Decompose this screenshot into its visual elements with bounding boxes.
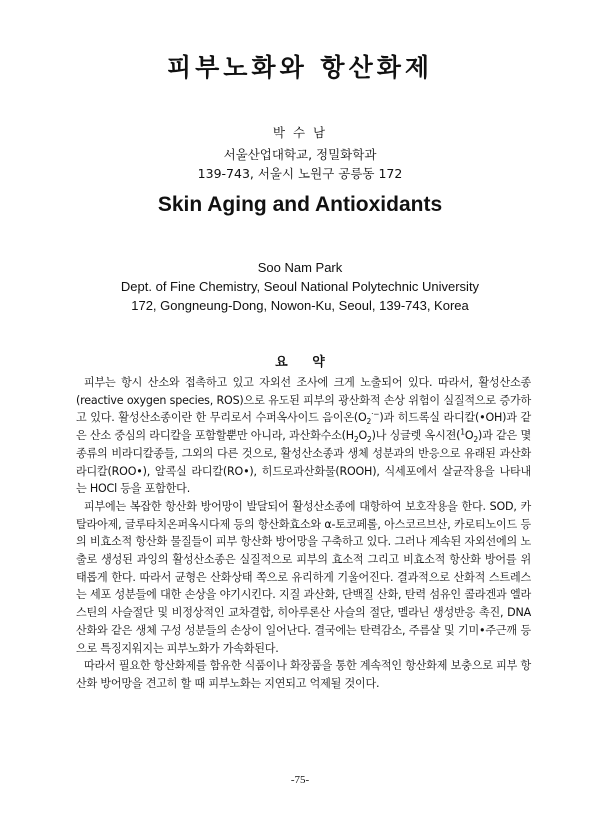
abstract-p1-sub3: 2	[367, 435, 372, 445]
abstract-p1-text-a: 피부는 항시 산소와 접촉하고 있고 자외선 조사에 크게 노출되어 있다. 따라서, 활성산소종(reactive oxygen species, ROS)으로 유도된 피부의 광산화적 손상 위험이 실질적으로 증가하고 있다. 활성산소종이란 한 무리로서 수퍼옥사이드 음이온(O	[76, 376, 531, 425]
korean-affiliation-1: 서울산업대학교, 정밀화학과	[223, 147, 377, 162]
abstract-heading: 요 약	[275, 355, 325, 370]
korean-affiliation-2: 139-743, 서울시 노원구 공릉동 172	[197, 166, 403, 181]
abstract-p1-sub2: 2	[353, 435, 359, 445]
english-affiliation-2: 172, Gongneung-Dong, Nowon-Ku, Seoul, 139-743, Korea	[131, 298, 469, 313]
english-author: Soo Nam Park	[257, 260, 343, 275]
abstract-p1-text-b: )과 히드록실 라디칼(•OH)과 같은 산소 중심의 라디칼을 포함할뿐만 아니라, 과산화수소(H	[76, 411, 531, 443]
abstract-p1-text-d: )나 싱글렛 옥시젼(	[371, 429, 461, 443]
abstract-p1-text-c: O	[358, 429, 368, 443]
abstract-p1-text-f: )과 같은 몇 종류의 비라디칼종들, 그외의 다른 것으로, 활성산소종과 생체 성분과의 반응으로 유래된 과산화 라디칼(ROO•), 알콕실 라디칼(RO•), 히드로과산화물(ROOH), 식세포에서 살균작용을 나타내는 HOCl 등을 포함한다.	[76, 429, 531, 496]
english-title: Skin Aging and Antioxidants	[157, 193, 443, 216]
korean-author: 박 수 남	[272, 125, 328, 140]
abstract-p1-sub4: 2	[473, 435, 478, 445]
abstract-p1-sub1: 2	[366, 417, 372, 427]
abstract-body	[76, 374, 531, 693]
abstract-p1-text-e: O	[464, 429, 474, 443]
abstract-paragraph-3: 따라서 필요한 항산화제를 함유한 식품이나 화장품을 통한 계속적인 항산화제 보충으로 피부 항산화 방어망을 견고히 할 때 피부노화는 지연되고 억제될 것이다.	[76, 659, 531, 690]
abstract-paragraph-1	[76, 374, 531, 498]
abstract-paragraph-2: 피부에는 복잡한 항산화 방어망이 발달되어 활성산소종에 대항하여 보호작용을 한다. SOD, 카탈라아제, 글루타치온퍼옥시다제 등의 항산화효소와 α-토코페롤, 아스코르브산, 카로티노이드 등의 비효소적 항산화 물질들이 피부 항산화 방어망을 구축하고 있다. 그러나 계속된 자외선에의 노출로 생성된 과잉의 활성산소종은 실질적으로 피부의 효소적 그리고 비효소적 항산화 방어를 위태롭게 한다. 따라서 균형은 산화상태 쪽으로 유리하게 기울어진다. 결과적으로 산화적 스트레스는 세포 성분들에 대한 손상을 야기시킨다. 지질 과산화, 단백질 산화, 탄력 섬유인 콜라겐과 엘라스틴의 사슬절단 및 비정상적인 교차결합, 히아루론산 사슬의 절단, 멜라닌 생성반응 촉진, DNA 산화와 같은 생체 구성 성분들의 손상이 일어난다. 결국에는 탄력감소, 주름살 및 기미•주근깨 등으로 특징지워지는 피부노화가 가속화된다.	[76, 499, 531, 655]
abstract-p1-sup1: ·−	[371, 409, 380, 419]
abstract-p1-sup2: 1	[460, 427, 465, 437]
page-number: -75-	[290, 774, 310, 786]
english-affiliation-1: Dept. of Fine Chemistry, Seoul National Polytechnic University	[120, 279, 480, 294]
korean-title: 피부노화와 항산화제	[166, 53, 434, 82]
